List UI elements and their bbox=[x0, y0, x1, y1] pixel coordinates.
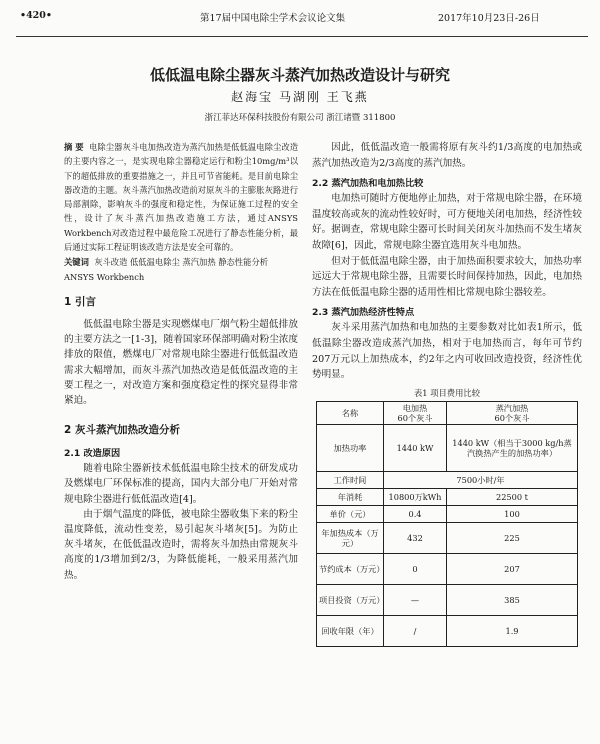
authors: 赵海宝 马湖刚 王飞燕 bbox=[231, 90, 369, 104]
table-cell: 10800万kWh bbox=[384, 488, 447, 505]
keywords-text: 灰斗改造 低低温电除尘 蒸汽加热 静态性能分析 ANSYS Workbench bbox=[64, 257, 269, 282]
table-header-cell: 蒸汽加热 60个灰斗 bbox=[447, 401, 578, 424]
table-cell: 207 bbox=[447, 553, 578, 584]
section-1-heading: 1 引言 bbox=[64, 295, 96, 308]
table-header-row bbox=[317, 401, 578, 424]
table-cell: 22500 t bbox=[447, 488, 578, 505]
keywords-label: 关键词 bbox=[64, 257, 89, 268]
section-2-3-heading: 2.3 蒸汽加热经济性特点 bbox=[312, 307, 415, 319]
table-cell: 回收年限（年） bbox=[317, 615, 384, 646]
table-cell: 年加热成本（万元） bbox=[317, 522, 384, 553]
table-row bbox=[317, 488, 578, 505]
table-cell: 225 bbox=[447, 522, 578, 553]
table-cell: 385 bbox=[447, 584, 578, 615]
table-cell: 1.9 bbox=[447, 615, 578, 646]
table-header-cell: 电加热 60个灰斗 bbox=[384, 401, 447, 424]
section-2-1-continuation: 因此，低低温改造一般需将原有灰斗约1/3高度的电加热或蒸汽加热改造为2/3高度的蒸汽加热。 bbox=[312, 142, 582, 169]
right-column bbox=[312, 140, 582, 647]
table-cell: 7500小时/年 bbox=[384, 471, 578, 488]
table-cell: 1440 kW bbox=[384, 424, 447, 471]
table-row bbox=[317, 505, 578, 522]
section-2-heading: 2 灰斗蒸汽加热改造分析 bbox=[64, 424, 180, 437]
table-cell: 工作时间 bbox=[317, 471, 384, 488]
section-2-1-paragraph-2: 由于烟气温度的降低，被电除尘器收集下来的粉尘温度降低，流动性变差，易引起灰斗堵灰[5]。为防止灰斗堵灰，在低低温改造时，需将灰斗加热由常规灰斗高度的1/3增加到2/3，为降低能耗，一般采用蒸汽加热。 bbox=[64, 508, 298, 581]
section-2-3-paragraph: 灰斗采用蒸汽加热和电加热的主要参数对比如表1所示，低低温除尘器改造成蒸汽加热，相对于电加热而言，每年可节约207万元以上加热成本，约2年之内可收回改造投资，经济性优势明显。 bbox=[312, 322, 582, 381]
table-caption: 表1 项目费用比较 bbox=[414, 387, 480, 398]
cost-comparison-table bbox=[316, 401, 578, 647]
header-rule bbox=[16, 36, 588, 37]
table-cell: 节约成本（万元） bbox=[317, 553, 384, 584]
left-column bbox=[64, 140, 298, 583]
section-2-2-paragraph-2: 但对于低低温电除尘器，由于加热面积要求较大，加热功率远远大于常规电除尘器，且需要长时间保持加热，因此，电加热方法在低低温电除尘器的适用性相比常规电除尘器较差。 bbox=[312, 255, 582, 298]
table-row bbox=[317, 471, 578, 488]
conference-date: 2017年10月23日-26日 bbox=[438, 13, 540, 24]
abstract-label: 摘 要 bbox=[64, 142, 84, 152]
table-row bbox=[317, 522, 578, 553]
section-1-paragraph: 低低温电除尘器是实现燃煤电厂烟气粉尘超低排放的主要方法之一[1-3]，随着国家环保部明确对粉尘浓度排放的限值，燃煤电厂对常规电除尘器进行低低温改造需求大幅增加，而灰斗蒸汽加热改造是低低温改造的主要工程之一，对改造方案和强度稳定性的探究显得非常紧迫。 bbox=[64, 318, 298, 406]
section-2-2-paragraph-1: 电加热可随时方便地停止加热，对于常规电除尘器，在环境温度较高或灰的流动性较好时，可方便地关闭电加热，经济性较好。据调查，常规电除尘器可长时间关闭灰斗加热而不发生堵灰故障[6]，因此，常规电除尘器宜选用灰斗电加热。 bbox=[312, 193, 582, 251]
table-cell: 加热功率 bbox=[317, 424, 384, 471]
table-cell: 项目投资（万元） bbox=[317, 584, 384, 615]
conference-name: 第17届中国电除尘学术会议论文集 bbox=[200, 13, 346, 24]
keywords bbox=[64, 255, 298, 284]
table-cell: 0 bbox=[384, 553, 447, 584]
table-row bbox=[317, 615, 578, 646]
paper-title: 低低温电除尘器灰斗蒸汽加热改造设计与研究 bbox=[149, 66, 450, 84]
table-cell: — bbox=[384, 584, 447, 615]
abstract bbox=[64, 140, 298, 254]
table-cell: 432 bbox=[384, 522, 447, 553]
page-header bbox=[0, 10, 600, 26]
section-2-1-paragraph-1: 随着电除尘器新技术低低温电除尘技术的研发成功及燃煤电厂环保标准的提高，国内大部分电厂开始对常规电除尘器进行低低温改造[4]。 bbox=[64, 463, 298, 505]
table-cell: / bbox=[384, 615, 447, 646]
table-cell: 1440 kW（相当于3000 kg/h蒸汽换热产生的加热功率） bbox=[447, 424, 578, 471]
table-row bbox=[317, 584, 578, 615]
table-cell: 0.4 bbox=[384, 505, 447, 522]
table-header-cell: 名称 bbox=[317, 401, 384, 424]
table-cell: 100 bbox=[447, 505, 578, 522]
affiliation: 浙江菲达环保科技股份有限公司 浙江诸暨 311800 bbox=[204, 113, 396, 123]
table-cell: 单价（元） bbox=[317, 505, 384, 522]
section-2-2-heading: 2.2 蒸汽加热和电加热比较 bbox=[312, 178, 424, 190]
table-row bbox=[317, 553, 578, 584]
table-row bbox=[317, 424, 578, 471]
abstract-text: 电除尘器灰斗电加热改造为蒸汽加热是低低温电除尘改造的主要内容之一，是实现电除尘器稳定运行和粉尘10mg/m³以下的超低排放的重要措施之一，并且可节省能耗。是目前电除尘器改造的主题。灰斗蒸汽加热改造前对原灰斗的主膨胀灰路进行局部割除，影响灰斗的强度和稳定性，为保证施工过程的安全性，设计了灰斗蒸汽加热改造施工方法，通过ANSYS Workbench对改造过程中最危险工况进行了静态性能分析，最后通过实际工程证明该改造方法是安全可靠的。 bbox=[64, 142, 298, 253]
page-number: •420• bbox=[20, 10, 52, 21]
table-cell: 年消耗 bbox=[317, 488, 384, 505]
section-2-1-heading: 2.1 改造原因 bbox=[64, 448, 121, 460]
